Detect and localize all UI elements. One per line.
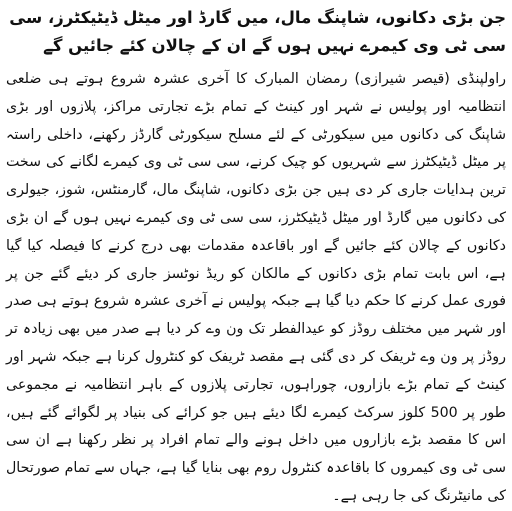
news-article xyxy=(6,4,506,504)
article-headline: جن بڑی دکانوں، شاپنگ مال، میں گارڈ اور میٹل ڈیٹیکٹرز، سی سی ٹی وی کیمرے نہیں ہوں گے ان کے چالان کئے جائیں گے xyxy=(9,8,506,55)
article-body: راولپنڈی (قیصر شیرازی) رمضان المبارک کا آخری عشرہ شروع ہوتے ہی ضلعی انتظامیہ اور پولیس نے شہر اور کینٹ کے تمام بڑے تجارتی مراکز، پلازوں اور بڑی شاپنگ کی دکانوں میں سیکورٹی کے لئے مسلح سیکورٹی گارڈز رکھنے، داخلی راستہ پر میٹل ڈیٹیکٹرز سے شہریوں کو چیک کرنے، سی سی ٹی وی کیمرے لگانے کی سخت ترین ہدایات جاری کر دی ہیں جن بڑی دکانوں، شاپنگ مال، گارمنٹس، شوز، جیولری کی دکانوں میں گارڈ اور میٹل ڈیٹیکٹرز، سی سی ٹی وی کیمرے نہیں ہوں گے ان بڑی دکانوں کے چالان کئے جائیں گے اور باقاعدہ مقدمات بھی درج کرنے کا فیصلہ کیا گیا ہے، اس بابت تمام بڑی دکانوں کے مالکان کو ریڈ نوٹسز جاری کر دیئے گئے جن پر فوری عمل کرنے کا حکم دیا گیا ہے جبکہ پولیس نے آخری عشرہ شروع ہوتے ہی صدر اور شہر میں مختلف روڈز کو عیدالفطر تک ون وے کر دیا ہے صدر میں بھی زیادہ تر روڈز پر ون وے ٹریفک کر دی گئی ہے مقصد ٹریفک کو کنٹرول کرنا ہے جبکہ شہر اور کینٹ کے تمام بڑے بازاروں، چوراہوں، تجارتی پلازوں کے باہر انتظامیہ نے مجموعی طور پر 500 کلوز سرکٹ کیمرے لگا دیئے ہیں جو کرائے کی بنیاد پر لگوائے گئے ہیں، اس کا مقصد بڑے بازاروں میں داخل ہونے والے تمام افراد پر نظر رکھنا ہے ان سی سی ٹی وی کیمروں کا باقاعدہ کنٹرول روم بھی بنایا گیا ہے، جہاں سے تمام صورتحال کی مانیٹرنگ کی جا رہی ہے۔ xyxy=(6,71,506,504)
